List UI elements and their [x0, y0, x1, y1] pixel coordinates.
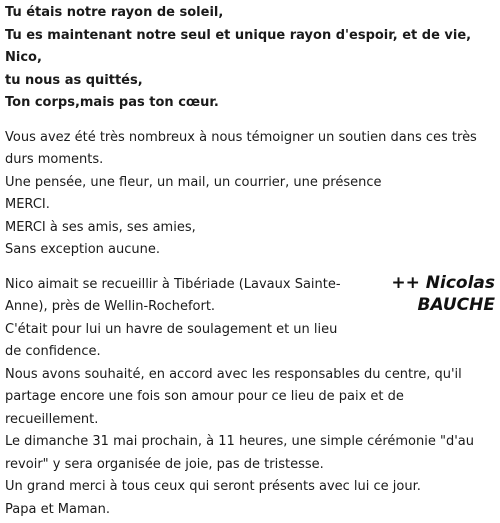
thanks-paragraph: Vous avez été très nombreux à nous témoigner un soutien dans ces très durs moments.	[5, 129, 477, 167]
thanks-paragraph: Sans exception aucune.	[5, 242, 160, 257]
signoff: Papa et Maman.	[5, 501, 110, 517]
thanks-block	[5, 127, 495, 262]
body-paragraph: Nous avons souhaité, en accord avec les responsables du centre, qu'il partage encore une fois son amour pour ce lieu de paix et de recueillement.	[5, 366, 462, 427]
thanks-paragraph: Une pensée, une fleur, un mail, un courrier, une présence	[5, 174, 382, 190]
body-paragraph: Le dimanche 31 mai prochain, à 11 heures, une simple cérémonie "d'au revoir" y sera organisée de joie, pas de tristesse.	[5, 434, 474, 472]
intro-line: Tu étais notre rayon de soleil,	[5, 5, 224, 20]
intro-block	[5, 0, 495, 115]
name-line: ++ Nicolas	[391, 273, 495, 293]
announcement	[5, 0, 495, 521]
intro-line: Ton corps,mais pas ton cœur.	[5, 95, 219, 110]
deceased-name	[391, 272, 495, 316]
intro-line: Tu es maintenant notre seul et unique rayon d'espoir, et de vie, Nico,	[5, 27, 472, 65]
body-paragraph: Un grand merci à tous ceux qui seront présents avec lui ce jour.	[5, 479, 421, 494]
body-paragraph: C'était pour lui un havre de soulagement et un lieu de confidence.	[5, 321, 338, 359]
thanks-paragraph: MERCI.	[5, 197, 50, 212]
body-paragraph: Nico aimait se recueillir à Tibériade (Lavaux Sainte-Anne), près de Wellin-Rochefort.	[5, 276, 341, 314]
thanks-paragraph: MERCI à ses amis, ses amies,	[5, 219, 196, 235]
name-line: BAUCHE	[417, 295, 495, 315]
intro-line: tu nous as quittés,	[5, 72, 143, 88]
